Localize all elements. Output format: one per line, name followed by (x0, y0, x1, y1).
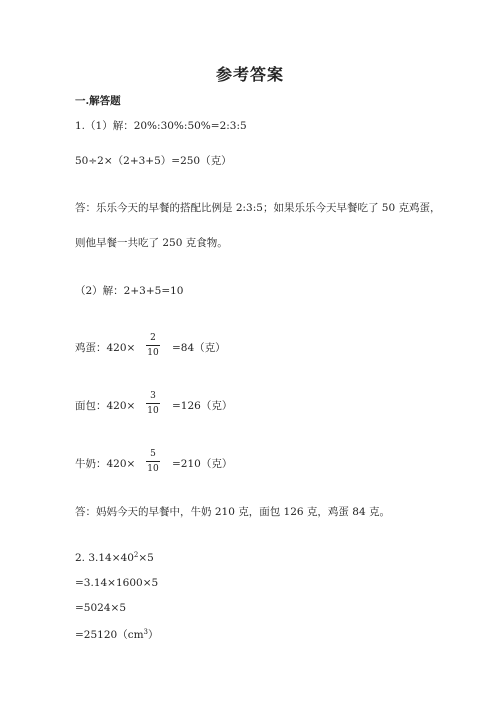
milk-fraction (145, 448, 161, 475)
fraction-bar (146, 461, 160, 462)
fraction-numerator: 3 (150, 391, 156, 401)
fraction-numerator: 5 (150, 449, 156, 459)
milk-label: 牛奶：420× (75, 458, 136, 470)
q2-line3: =5024×5 (75, 602, 126, 614)
q1-answer-line1: 答：乐乐今天的早餐的搭配比例是 2:3:5；如果乐乐今天早餐吃了 50 克鸡蛋， (75, 202, 441, 214)
egg-label: 鸡蛋：420× (75, 342, 136, 354)
bread-result: =126（克） (172, 400, 233, 412)
q2-line4 (75, 627, 159, 642)
q2-line1-text: 2. 3.14×40 (75, 552, 134, 564)
egg-result: =84（克） (172, 342, 226, 354)
q2-line1-tail: ×5 (138, 552, 154, 564)
q1-part1: 1.（1）解：20%:30%:50%=2:3:5 (75, 120, 247, 132)
exponent: 2 (133, 551, 139, 559)
q1-answer2: 答：妈妈今天的早餐中，牛奶 210 克，面包 126 克，鸡蛋 84 克。 (75, 506, 390, 518)
q2-line4-text: =25120（cm (75, 629, 144, 641)
bread-label: 面包：420× (75, 400, 136, 412)
q2-line1 (75, 552, 154, 564)
q1-calc: 50÷2×（2+3+5）=250（克） (75, 155, 232, 167)
section-heading: 一.解答题 (75, 95, 121, 107)
milk-result: =210（克） (172, 458, 233, 470)
fraction-bar (146, 345, 160, 346)
egg-fraction (145, 332, 161, 359)
q2-line2: =3.14×1600×5 (75, 577, 159, 589)
fraction-denominator: 10 (147, 464, 159, 474)
q1-part2: （2）解：2+3+5=10 (75, 285, 184, 297)
fraction-denominator: 10 (147, 348, 159, 358)
q2-line4-tail: ） (148, 629, 159, 641)
bread-fraction (145, 390, 161, 417)
page-title: 参考答案 (215, 65, 284, 84)
fraction-denominator: 10 (147, 406, 159, 416)
fraction-bar (146, 403, 160, 404)
exponent: 3 (143, 628, 149, 636)
fraction-numerator: 2 (150, 333, 156, 343)
q1-answer-line2: 则他早餐一共吃了 250 克食物。 (75, 237, 228, 249)
